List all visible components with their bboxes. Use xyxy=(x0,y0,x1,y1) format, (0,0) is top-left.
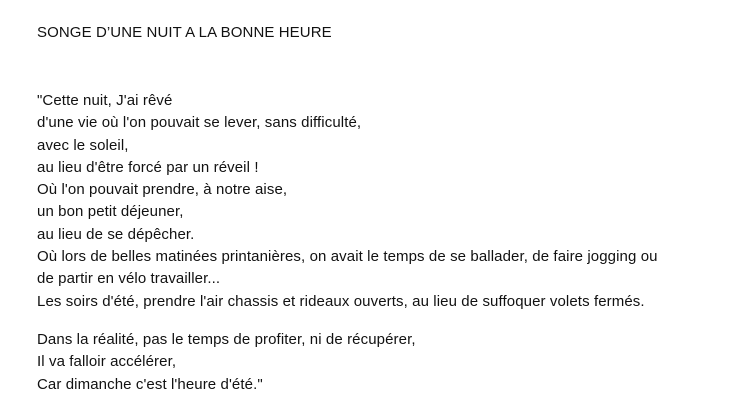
poem-line: un bon petit déjeuner, xyxy=(37,203,184,221)
poem-line: Dans la réalité, pas le temps de profiter, ni de récupérer, xyxy=(37,331,416,348)
poem-line: Car dimanche c'est l'heure d'été." xyxy=(37,375,263,393)
poem-line: au lieu de se dépêcher. xyxy=(37,225,195,243)
document-title: SONGE D’UNE NUIT A LA BONNE HEURE xyxy=(37,24,332,41)
poem-line: Il va falloir accélérer, xyxy=(37,353,177,371)
poem-line: d'une vie où l'on pouvait se lever, sans difficulté, xyxy=(37,114,362,132)
poem-line: "Cette nuit, J'ai rêvé xyxy=(37,92,173,109)
poem-line: avec le soleil, xyxy=(37,136,129,154)
poem-line: Où l'on pouvait prendre, à notre aise, xyxy=(37,181,288,199)
stanza-2 xyxy=(37,329,416,396)
poem-line: Où lors de belles matinées printanières, on avait le temps de se ballader, de faire jogging ou xyxy=(37,248,658,266)
stanza-1 xyxy=(37,90,658,313)
poem-line: Les soirs d'été, prendre l'air chassis et rideaux ouverts, au lieu de suffoquer volets fermés. xyxy=(37,292,645,310)
document xyxy=(37,23,727,393)
poem-line: au lieu d'être forcé par un réveil ! xyxy=(37,158,259,176)
poem-line: de partir en vélo travailler... xyxy=(37,270,221,288)
